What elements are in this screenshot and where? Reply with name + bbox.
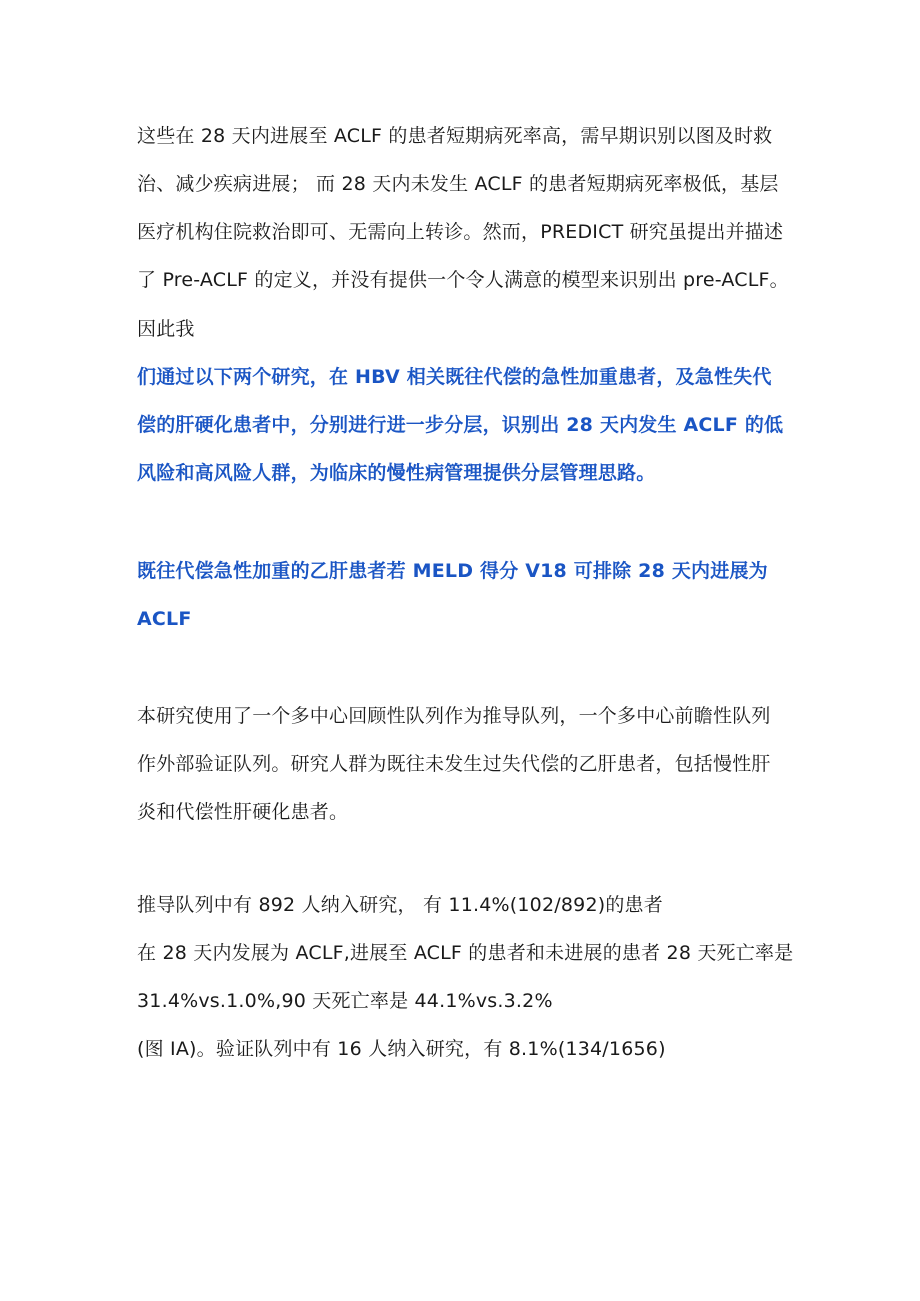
- intro-line-5: 因此我: [137, 318, 195, 340]
- highlight-line-2: 偿的肝硬化患者中，分别进行进一步分层，识别出 28 天内发生 ACLF 的低: [137, 414, 784, 436]
- method-line-2: 作外部验证队列。研究人群为既往未发生过失代偿的乙肝患者，包括慢性肝: [137, 753, 771, 775]
- section-heading-line-1: 既往代偿急性加重的乙肝患者若 MELD 得分 V18 可排除 28 天内进展为: [137, 560, 768, 582]
- highlight-line-1: 们通过以下两个研究，在 HBV 相关既往代偿的急性加重患者，及急性失代: [137, 366, 772, 388]
- intro-line-1: 这些在 28 天内进展至 ACLF 的患者短期病死率高，需早期识别以图及时救: [137, 125, 773, 147]
- intro-line-2: 治、减少疾病进展； 而 28 天内未发生 ACLF 的患者短期病死率极低，基层: [137, 173, 779, 195]
- results-line-3: 31.4%vs.1.0%,90 天死亡率是 44.1%vs.3.2%: [137, 990, 553, 1012]
- highlight-line-3: 风险和高风险人群，为临床的慢性病管理提供分层管理思路。: [137, 462, 656, 484]
- method-line-3: 炎和代偿性肝硬化患者。: [137, 801, 349, 823]
- method-line-1: 本研究使用了一个多中心回顾性队列作为推导队列，一个多中心前瞻性队列: [137, 705, 771, 727]
- results-line-4: (图 IA)。验证队列中有 16 人纳入研究，有 8.1%(134/1656): [137, 1038, 666, 1060]
- results-line-2: 在 28 天内发展为 ACLF,进展至 ACLF 的患者和未进展的患者 28 天死亡率是: [137, 942, 794, 964]
- section-heading-line-2: ACLF: [137, 608, 192, 630]
- intro-line-4: 了 Pre-ACLF 的定义，并没有提供一个令人满意的模型来识别出 pre-ACLF。: [137, 269, 789, 291]
- results-line-1: 推导队列中有 892 人纳入研究， 有 11.4%(102/892)的患者: [137, 894, 663, 916]
- intro-line-3: 医疗机构住院救治即可、无需向上转诊。然而，PREDICT 研究虽提出并描述: [137, 221, 784, 243]
